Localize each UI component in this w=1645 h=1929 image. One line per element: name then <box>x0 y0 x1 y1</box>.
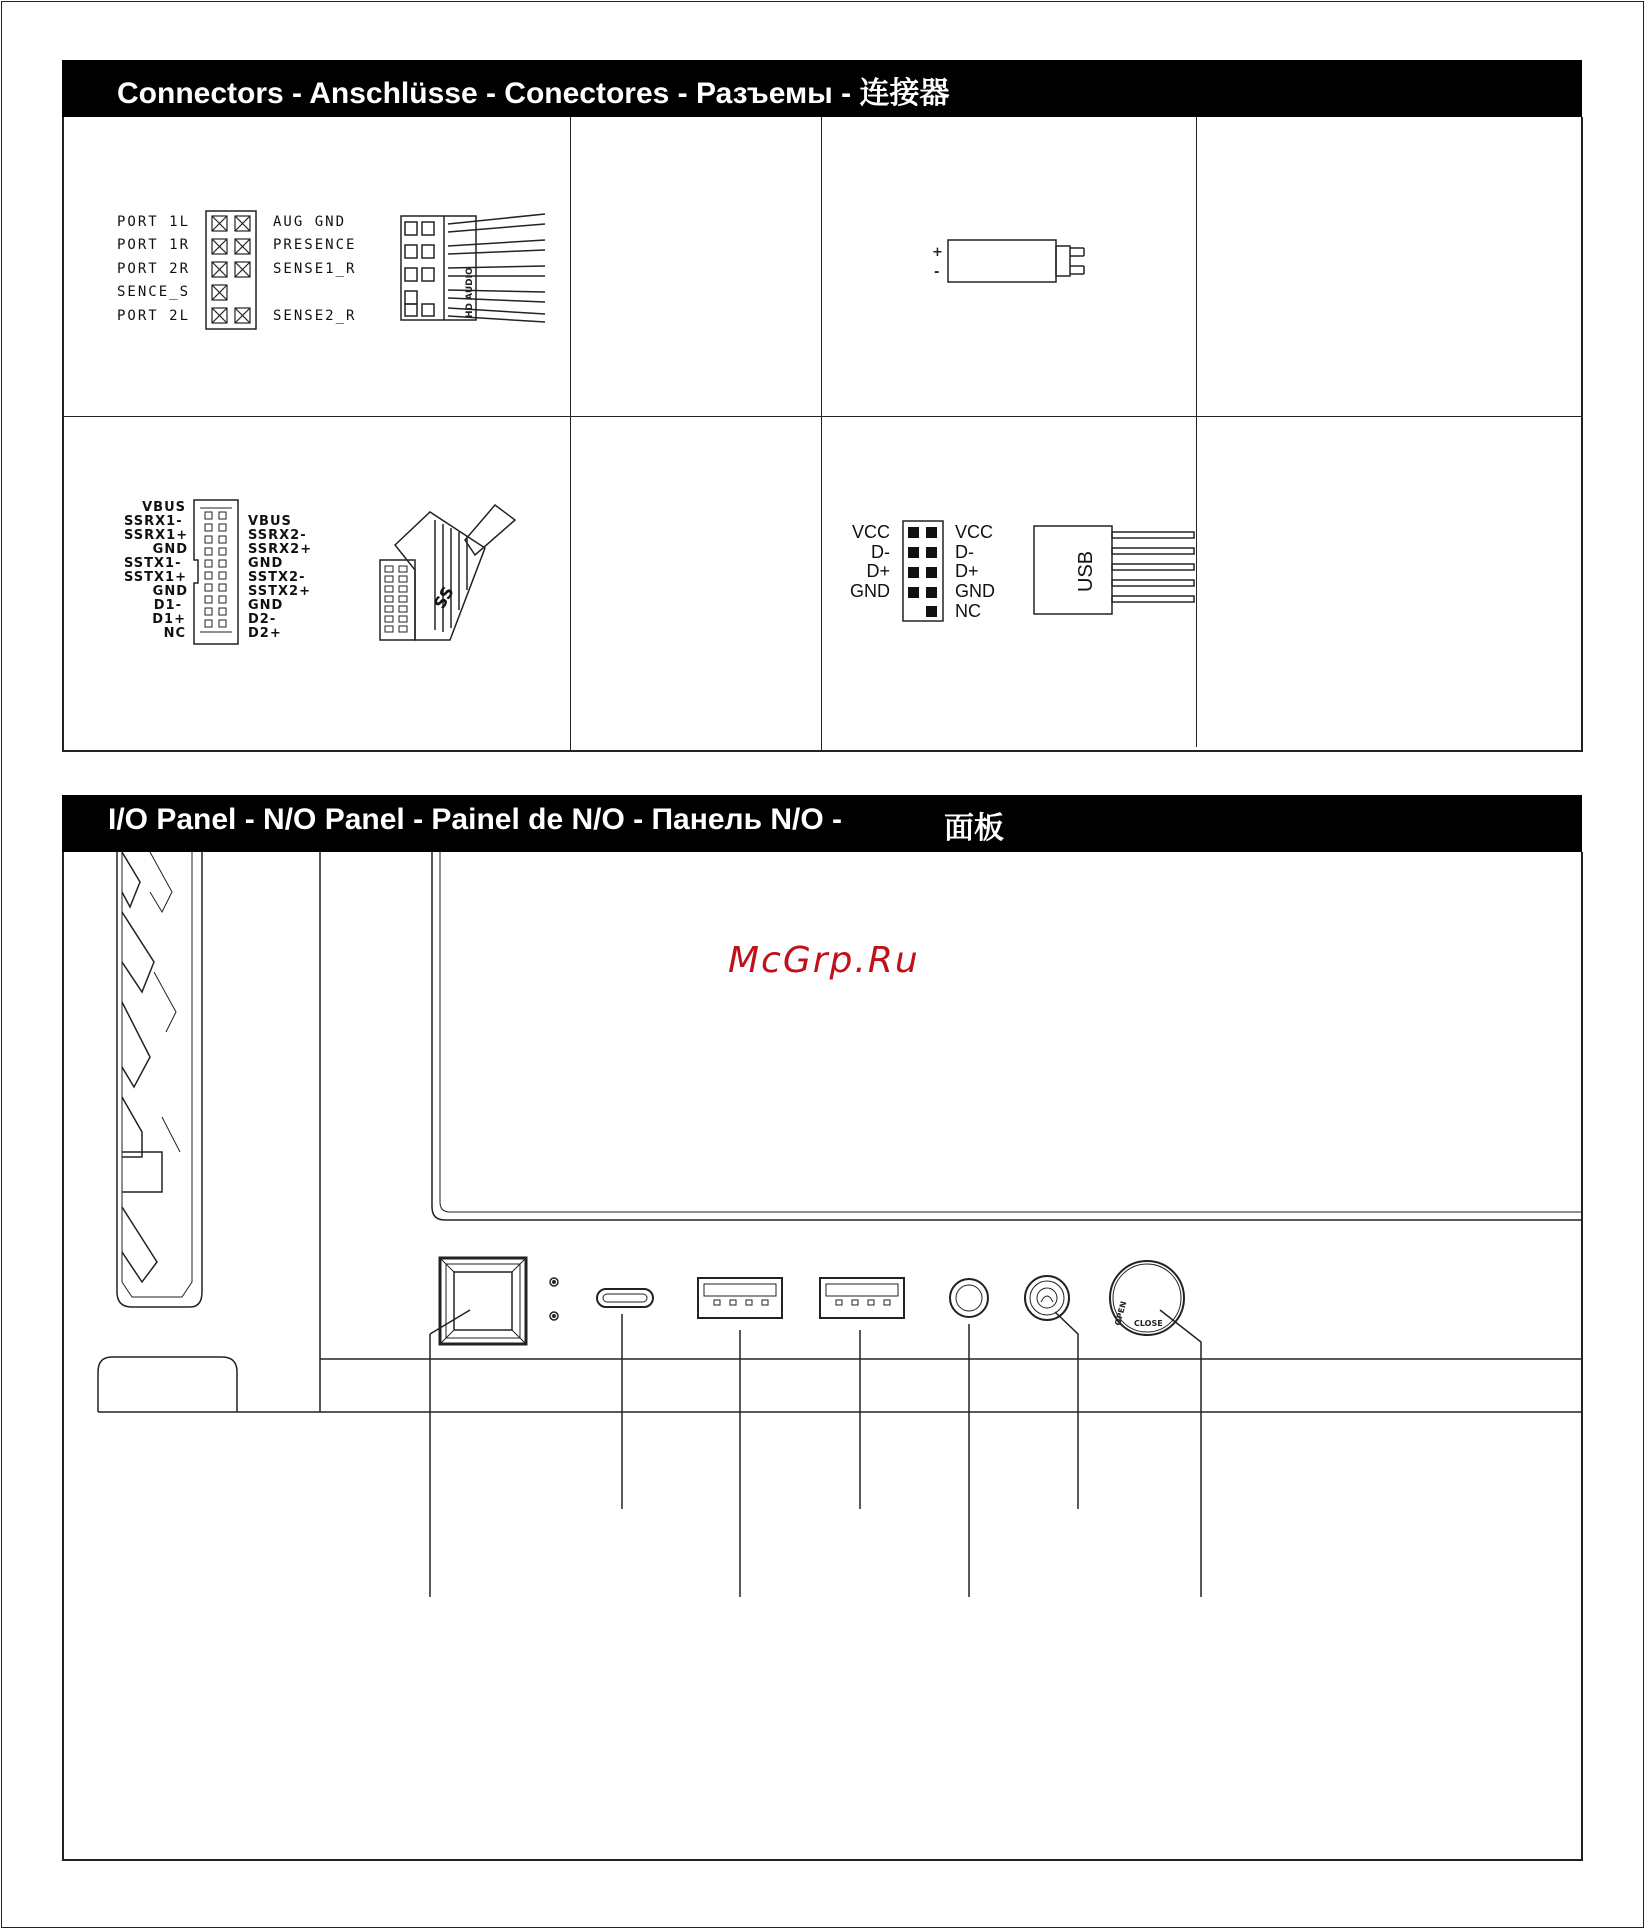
usb2-plug-icon <box>1032 524 1174 616</box>
usb3-label: SSRX2+ <box>248 542 313 557</box>
usb3-plug-icon <box>375 500 520 645</box>
grid-divider <box>62 416 1581 417</box>
usb3-label: SSTX2- <box>248 570 306 585</box>
connectors-title: Connectors - Anschlüsse - Conectores - Разъемы - 连接器 <box>117 77 950 110</box>
usb2-label: D+ <box>866 561 890 581</box>
usb3-label: GND <box>248 598 284 613</box>
io-panel-title: I/O Panel - N/O Panel - Painel de N/O - Панель N/O - <box>108 803 843 836</box>
usb3-label: SSRX1- <box>124 514 183 529</box>
connectors-header <box>62 60 1582 117</box>
grid-divider <box>1196 117 1197 747</box>
usb3-label: D1+ <box>152 612 186 627</box>
usb3-label: GND <box>248 556 284 571</box>
usb2-plug-label: USB <box>1075 550 1097 592</box>
usb3-pin-header-icon <box>192 498 240 648</box>
usb3-label: SSRX1+ <box>124 528 189 543</box>
usb3-label: VBUS <box>142 500 186 515</box>
usb3-label: NC <box>163 626 186 641</box>
usb3-label: D2+ <box>248 626 282 641</box>
hd-audio-label: SENSE1_R <box>273 261 357 277</box>
hd-audio-label: PORT 2R <box>117 261 191 277</box>
switch-close-label: CLOSE <box>1134 1319 1163 1328</box>
hd-audio-label: PORT 1L <box>117 214 191 230</box>
usb2-label: D- <box>871 542 890 562</box>
hd-audio-label: AUG GND <box>273 214 347 230</box>
fan-minus-label: - <box>934 265 940 280</box>
io-panel-header <box>62 795 1582 852</box>
usb3-label: D2- <box>248 612 277 627</box>
hd-audio-label: PORT 1R <box>117 237 191 253</box>
hd-audio-label: SENSE2_R <box>273 308 357 324</box>
usb2-label: VCC <box>851 522 890 542</box>
usb2-label: VCC <box>955 522 994 542</box>
hd-audio-label: PORT 2L <box>117 308 191 324</box>
usb2-pin-header-icon <box>902 520 944 622</box>
grid-divider <box>570 117 571 750</box>
hd-audio-label: SENCE_S <box>117 284 191 300</box>
usb2-label: D+ <box>955 561 979 581</box>
watermark: McGrp.Ru <box>728 940 920 981</box>
usb3-label: GND <box>152 542 188 557</box>
io-panel-drawing <box>62 852 1581 1857</box>
usb3-label: SSTX1- <box>124 556 182 571</box>
fan-plus-label: + <box>932 245 943 260</box>
usb2-label: GND <box>850 581 890 601</box>
usb3-label: D1- <box>153 598 182 613</box>
io-panel-title-cjk: 面板 <box>944 812 1004 845</box>
usb3-label: SSRX2- <box>248 528 307 543</box>
connectors-grid <box>62 117 1583 752</box>
usb2-label: GND <box>955 581 995 601</box>
switch-open-label: OPEN <box>1113 1300 1129 1327</box>
hd-audio-plug-icon <box>400 210 550 325</box>
usb2-label: D- <box>955 542 974 562</box>
usb3-label: VBUS <box>248 514 292 529</box>
hd-audio-pin-header-icon <box>205 210 257 330</box>
hd-audio-label: PRESENCE <box>273 237 357 253</box>
usb2-label: NC <box>955 601 981 621</box>
usb3-ss-logo: SS <box>430 583 458 612</box>
fan-connector-icon <box>930 236 1090 286</box>
usb3-label: SSTX1+ <box>124 570 187 585</box>
hd-audio-plug-label: HD AUDIO <box>465 267 475 318</box>
grid-divider <box>821 117 822 750</box>
usb3-label: GND <box>152 584 188 599</box>
usb3-label: SSTX2+ <box>248 584 311 599</box>
